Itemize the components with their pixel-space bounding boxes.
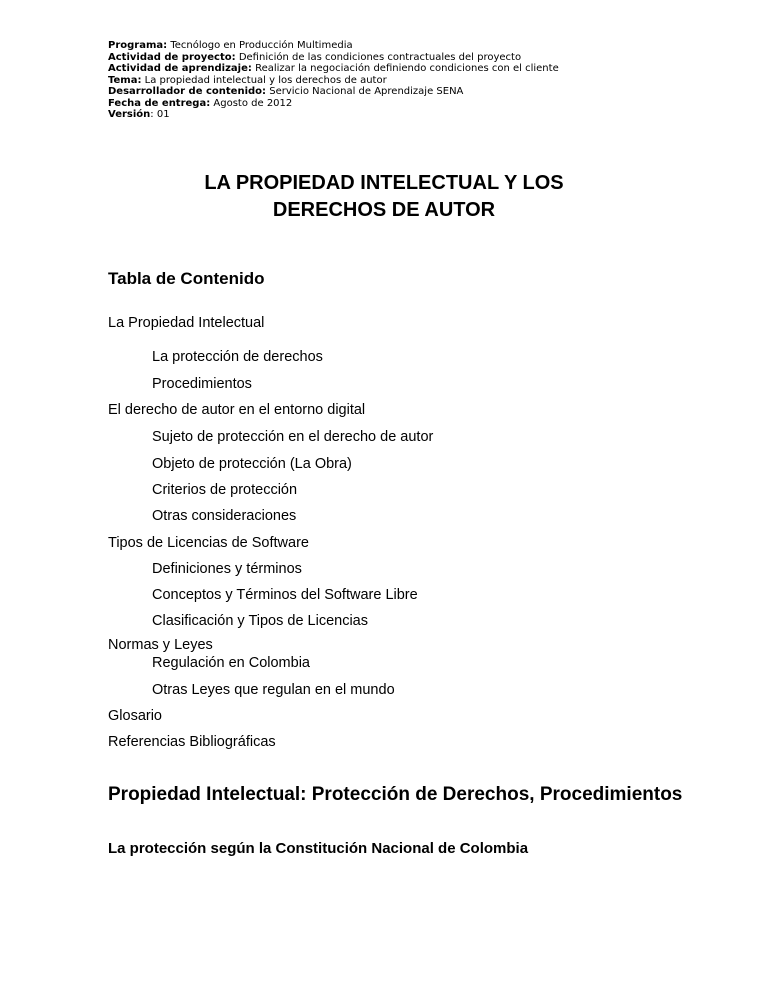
meta-label: Programa: xyxy=(108,40,168,51)
document-title: DERECHOS DE AUTOR xyxy=(272,199,496,221)
toc-item[interactable]: Procedimientos xyxy=(152,376,252,392)
meta-value: La propiedad intelectual y los derechos de autor xyxy=(144,74,387,86)
toc-item[interactable]: La Propiedad Intelectual xyxy=(108,315,265,331)
toc-item[interactable]: Objeto de protección (La Obra) xyxy=(152,456,352,472)
meta-value: Definición de las condiciones contractuales del proyecto xyxy=(238,51,522,63)
meta-value: Tecnólogo en Producción Multimedia xyxy=(170,40,353,51)
document-title: LA PROPIEDAD INTELECTUAL Y LOS xyxy=(204,172,564,194)
toc-item[interactable]: Referencias Bibliográficas xyxy=(108,734,276,750)
meta-line xyxy=(108,40,353,52)
meta-line xyxy=(108,52,521,64)
section-heading: Propiedad Intelectual: Protección de Derechos, Procedimientos xyxy=(108,784,683,805)
meta-label: Actividad de aprendizaje: xyxy=(108,63,252,74)
meta-value: Servicio Nacional de Aprendizaje SENA xyxy=(269,86,464,97)
meta-line xyxy=(108,109,170,121)
meta-line xyxy=(108,86,463,98)
toc-item[interactable]: El derecho de autor en el entorno digital xyxy=(108,402,366,418)
toc-item[interactable]: Otras Leyes que regulan en el mundo xyxy=(152,682,395,698)
meta-label: Tema: xyxy=(108,74,142,86)
meta-label: Desarrollador de contenido: xyxy=(108,86,267,97)
toc-item[interactable]: Clasificación y Tipos de Licencias xyxy=(152,613,368,629)
toc-item[interactable]: Sujeto de protección en el derecho de autor xyxy=(152,429,434,445)
meta-line xyxy=(108,75,387,87)
meta-label: Fecha de entrega: xyxy=(108,97,211,109)
toc-item[interactable]: Otras consideraciones xyxy=(152,508,297,524)
toc-item[interactable]: Conceptos y Términos del Software Libre xyxy=(152,587,418,603)
toc-item[interactable]: Definiciones y términos xyxy=(152,561,302,577)
meta-label: Versión xyxy=(108,109,151,120)
toc-item[interactable]: Regulación en Colombia xyxy=(152,655,310,671)
toc-heading: Tabla de Contenido xyxy=(108,269,265,288)
toc-item[interactable]: La protección de derechos xyxy=(152,349,323,365)
toc-item[interactable]: Normas y Leyes xyxy=(108,637,213,653)
meta-value: Agosto de 2012 xyxy=(213,97,293,109)
meta-line xyxy=(108,63,559,75)
toc-item[interactable]: Tipos de Licencias de Software xyxy=(108,535,309,551)
meta-line xyxy=(108,98,292,110)
meta-value: : 01 xyxy=(150,109,170,120)
meta-value: Realizar la negociación definiendo condiciones con el cliente xyxy=(255,63,559,74)
subsection-heading: La protección según la Constitución Nacional de Colombia xyxy=(108,840,529,857)
toc-item[interactable]: Glosario xyxy=(108,708,162,724)
toc-item[interactable]: Criterios de protección xyxy=(152,482,298,498)
meta-label: Actividad de proyecto: xyxy=(108,51,236,63)
